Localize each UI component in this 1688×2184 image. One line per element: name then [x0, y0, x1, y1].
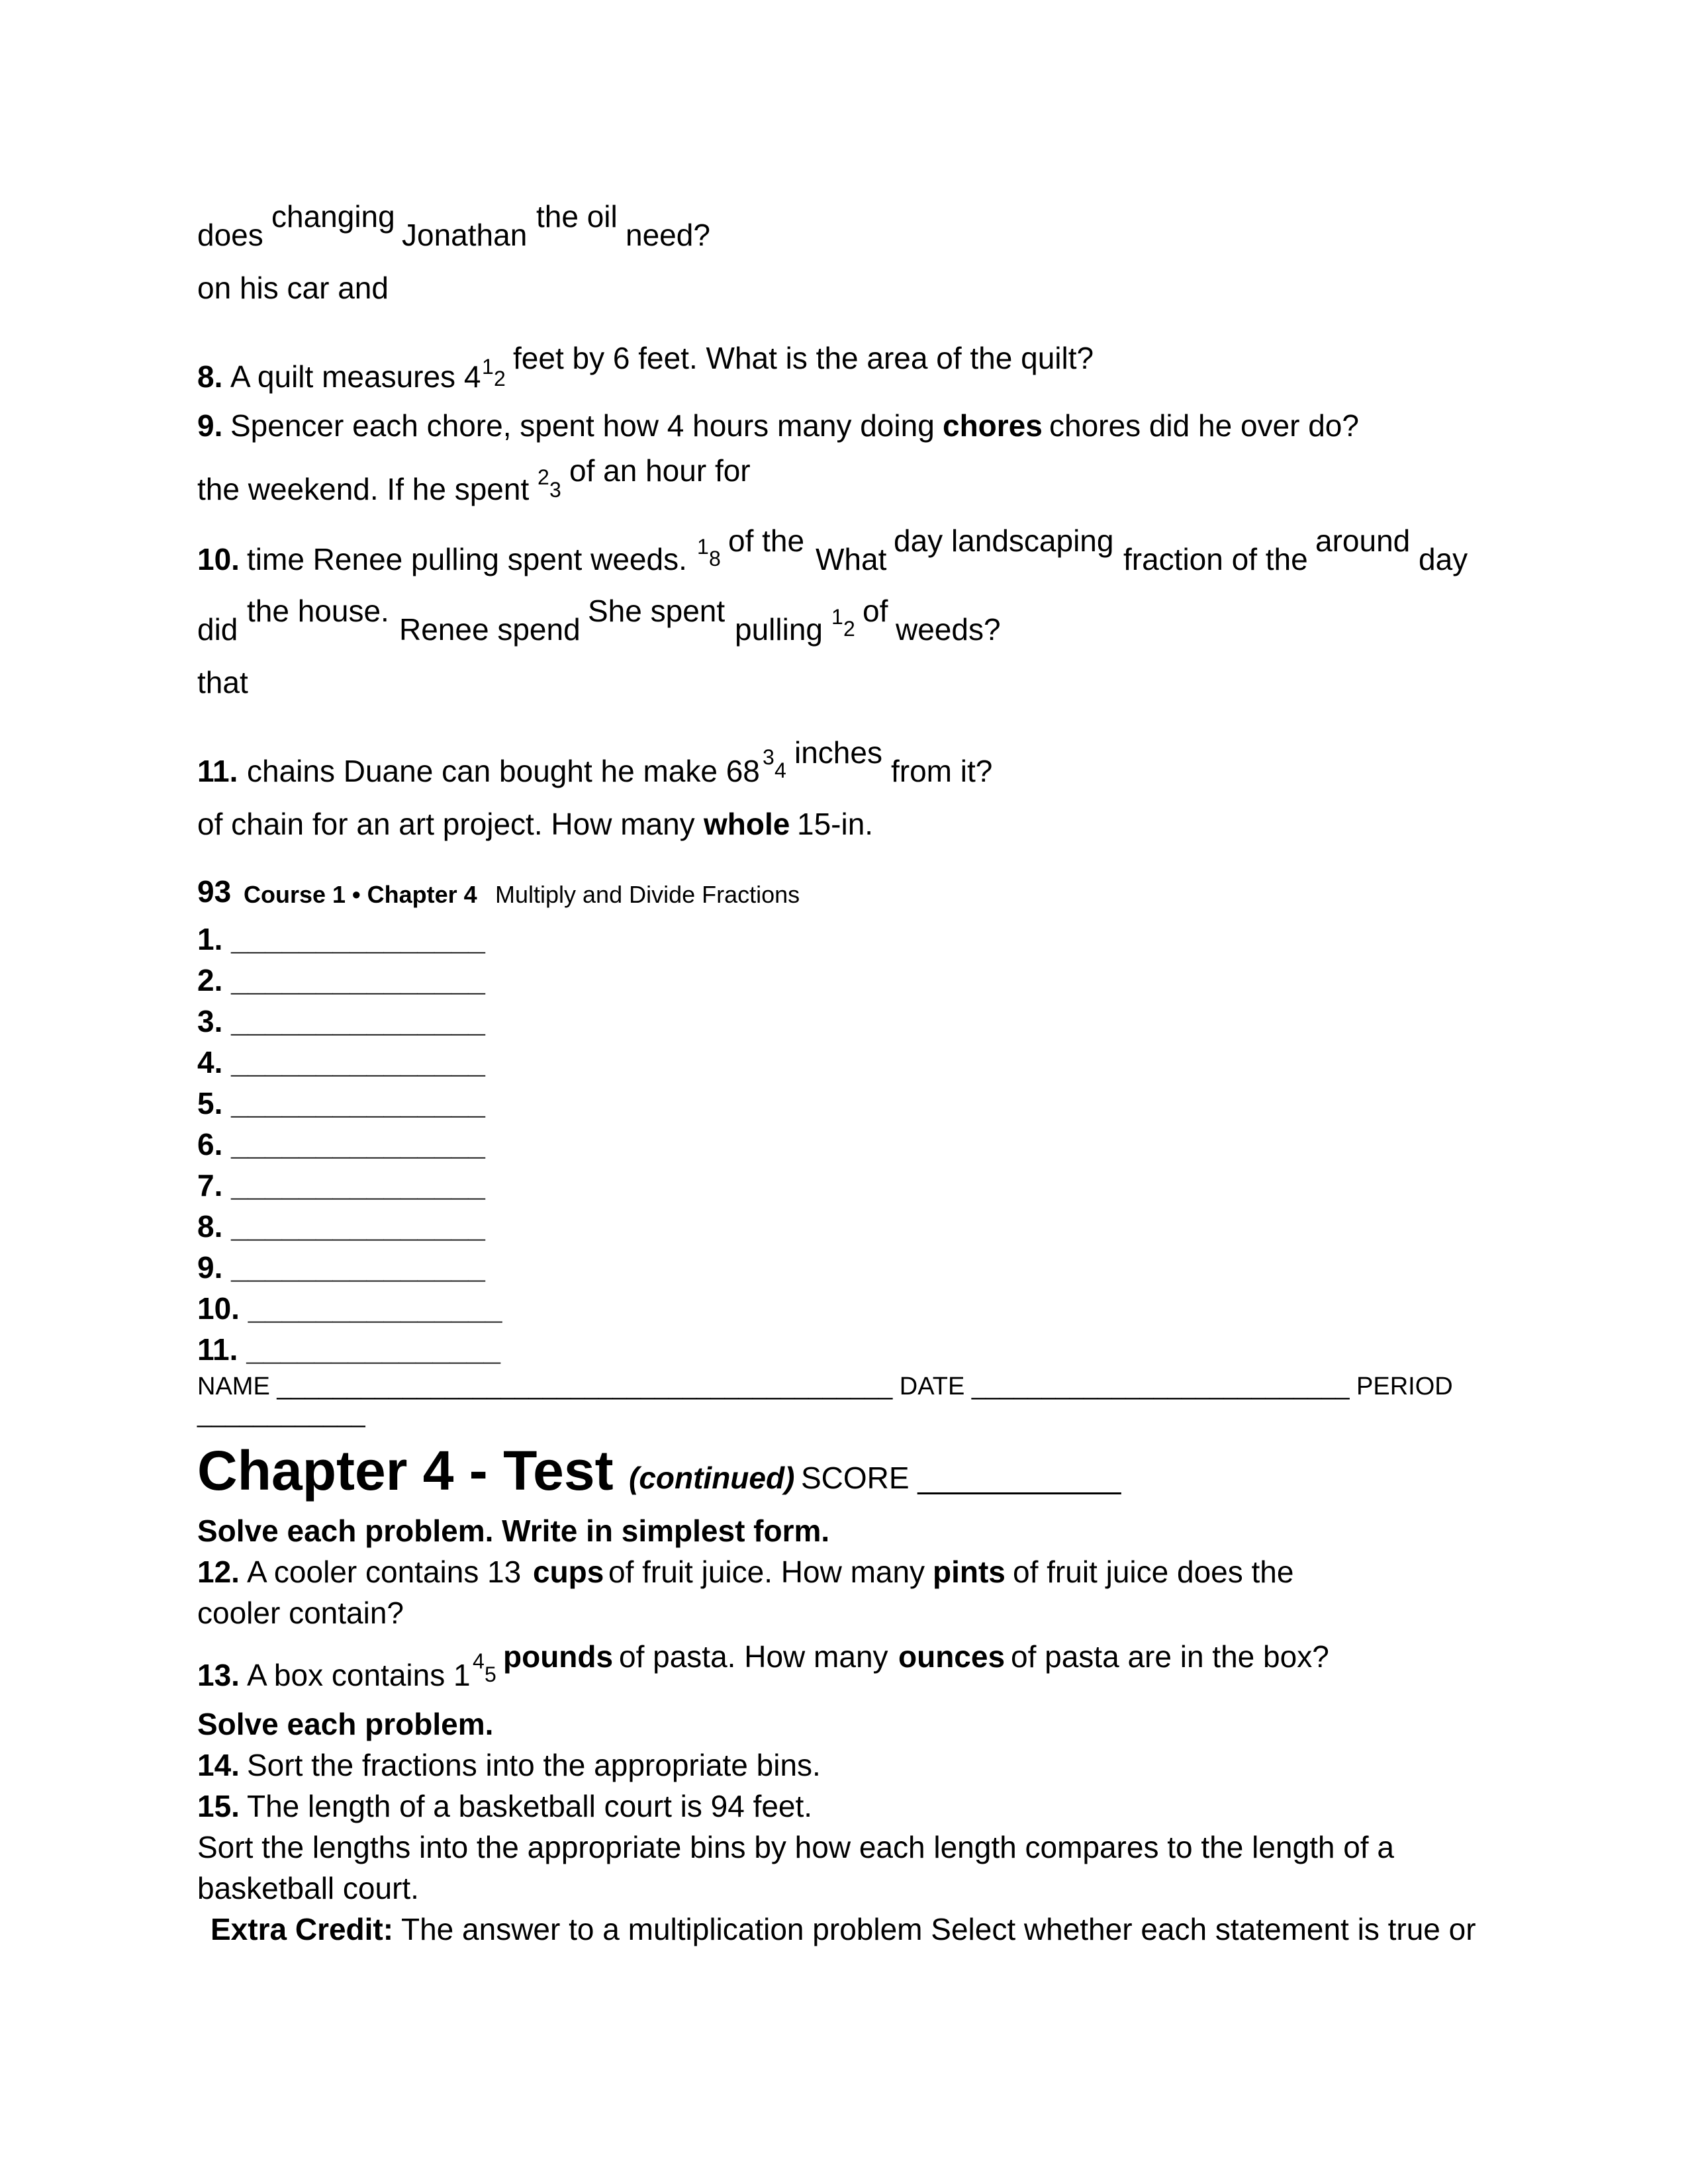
q12-number: 12. [197, 1555, 240, 1589]
q7-word-jonathan: Jonathan [402, 218, 528, 252]
footer-course: Course 1 • Chapter 4 [244, 881, 477, 908]
instruction-solve: Solve each problem. [197, 1707, 494, 1741]
q12-text-a: A cooler contains 13 [247, 1555, 522, 1589]
answer-blank-7[interactable]: 7. _______________ [197, 1168, 485, 1203]
q11-text-a: chains Duane can bought he make 68 [247, 754, 760, 788]
q7-word-does: does [197, 218, 263, 252]
q11-fraction-numerator: 3 [763, 745, 774, 769]
q12-bold-cups: cups [533, 1555, 604, 1589]
q12-line-2: cooler contain? [197, 1596, 404, 1630]
q11-bold-whole: whole [704, 807, 790, 841]
answer-blank-3[interactable]: 3. _______________ [197, 1004, 485, 1038]
title-continued: (continued) [629, 1461, 795, 1495]
q10-fraction1-denominator: 8 [709, 547, 721, 570]
q10-word-weeds: weeds? [896, 612, 1001, 647]
q9-line-2b: of an hour for [569, 453, 751, 488]
q10-fraction2-denominator: 2 [843, 617, 855, 641]
q9-fraction-numerator: 2 [538, 465, 549, 489]
q8-fraction-numerator: 1 [482, 355, 494, 379]
extra-credit-text: The answer to a multiplication problem Select whether each statement is true or [401, 1912, 1476, 1946]
q13-number: 13. [197, 1658, 240, 1692]
q12-text-d: of fruit juice does the [1013, 1555, 1294, 1589]
q14-number: 14. [197, 1748, 240, 1782]
q7-word-changing: changing [271, 199, 395, 234]
instruction-simplest-form: Solve each problem. Write in simplest form. [197, 1514, 830, 1548]
q14-text: Sort the fractions into the appropriate bins. [247, 1748, 821, 1782]
q8-text-a: A quilt measures 4 [230, 359, 481, 394]
q10-word-she-spent: She spent [588, 594, 726, 628]
q10-word-of: of [863, 594, 888, 628]
q15-line-2: Sort the lengths into the appropriate bins by how each length compares to the length of a [197, 1830, 1394, 1864]
q8-number: 8. [197, 359, 223, 394]
q11-fraction-denominator: 4 [774, 758, 786, 782]
q10-word-day: day [1419, 542, 1468, 576]
q10-number: 10. [197, 542, 240, 576]
q10-word-did: did [197, 612, 238, 647]
q10-line-3: that [197, 665, 248, 700]
q10-word-around: around [1315, 523, 1411, 558]
q10-word-what: What [816, 542, 887, 576]
q13-bold-ounces: ounces [898, 1639, 1006, 1674]
q13-text-a: A box contains 1 [247, 1658, 471, 1692]
q10-text-a: time Renee pulling spent weeds. [247, 542, 687, 576]
q10-word-fraction-of-the: fraction of the [1123, 542, 1308, 576]
q10-word-pulling: pulling [735, 612, 823, 647]
q15-line-3: basketball court. [197, 1871, 419, 1905]
score-field[interactable]: SCORE ____________ [801, 1461, 1121, 1495]
answer-blank-9[interactable]: 9. _______________ [197, 1250, 485, 1285]
extra-credit-label: Extra Credit: [211, 1912, 394, 1946]
q13-text-c: of pasta. How many [619, 1639, 888, 1674]
q9-fraction-denominator: 3 [549, 478, 561, 502]
q15-number: 15. [197, 1789, 240, 1823]
q9-number: 9. [197, 408, 223, 443]
q10-fraction2-numerator: 1 [831, 605, 843, 629]
q11-line-2a: of chain for an art project. How many [197, 807, 695, 841]
q12-text-c: of fruit juice. How many [608, 1555, 925, 1589]
q10-word-renee-spend: Renee spend [399, 612, 581, 647]
answer-blank-11[interactable]: 11. _______________ [197, 1332, 500, 1367]
q15-text: The length of a basketball court is 94 feet. [247, 1789, 813, 1823]
q8-text-b: feet by 6 feet. What is the area of the quilt? [513, 341, 1094, 375]
answer-blank-8[interactable]: 8. _______________ [197, 1209, 485, 1244]
q7-word-the-oil: the oil [536, 199, 618, 234]
q13-bold-pounds: pounds [503, 1639, 614, 1674]
q10-fraction1-numerator: 1 [697, 535, 709, 559]
q11-word-inches: inches [794, 735, 882, 770]
footer-subject: Multiply and Divide Fractions [495, 881, 800, 908]
q11-line-2b: 15-in. [797, 807, 874, 841]
page-title: Chapter 4 - Test [197, 1439, 614, 1502]
answer-blank-5[interactable]: 5. _______________ [197, 1086, 485, 1120]
name-date-period-line[interactable]: NAME ____________________________________________ DATE ___________________________ PERIOD [197, 1373, 1453, 1400]
q13-fraction-denominator: 5 [485, 1662, 496, 1686]
page-number: 93 [197, 874, 232, 909]
q12-bold-pints: pints [933, 1555, 1006, 1589]
q9-line-2a: the weekend. If he spent [197, 472, 530, 506]
q9-text-b: chores did he over do? [1049, 408, 1359, 443]
q11-word-from-it: from it? [891, 754, 993, 788]
q10-word-day-landscaping: day landscaping [894, 523, 1114, 558]
answer-blank-1[interactable]: 1. _______________ [197, 922, 485, 956]
q10-word-of-the: of the [728, 523, 805, 558]
q7-line-2: on his car and [197, 271, 389, 305]
q9-text-a: Spencer each chore, spent how 4 hours many doing [230, 408, 935, 443]
answer-blank-6[interactable]: 6. _______________ [197, 1127, 485, 1161]
answer-blank-4[interactable]: 4. _______________ [197, 1045, 485, 1079]
answer-blank-2[interactable]: 2. _______________ [197, 963, 485, 997]
q7-word-need: need? [626, 218, 710, 252]
q13-fraction-numerator: 4 [473, 1649, 485, 1673]
period-blank[interactable]: ____________ [197, 1400, 365, 1428]
q10-word-the-house: the house. [247, 594, 389, 628]
q11-number: 11. [197, 754, 238, 788]
q13-text-e: of pasta are in the box? [1011, 1639, 1329, 1674]
q9-bold-chores: chores [943, 408, 1043, 443]
q8-fraction-denominator: 2 [494, 367, 506, 390]
answer-blank-10[interactable]: 10. _______________ [197, 1291, 502, 1326]
